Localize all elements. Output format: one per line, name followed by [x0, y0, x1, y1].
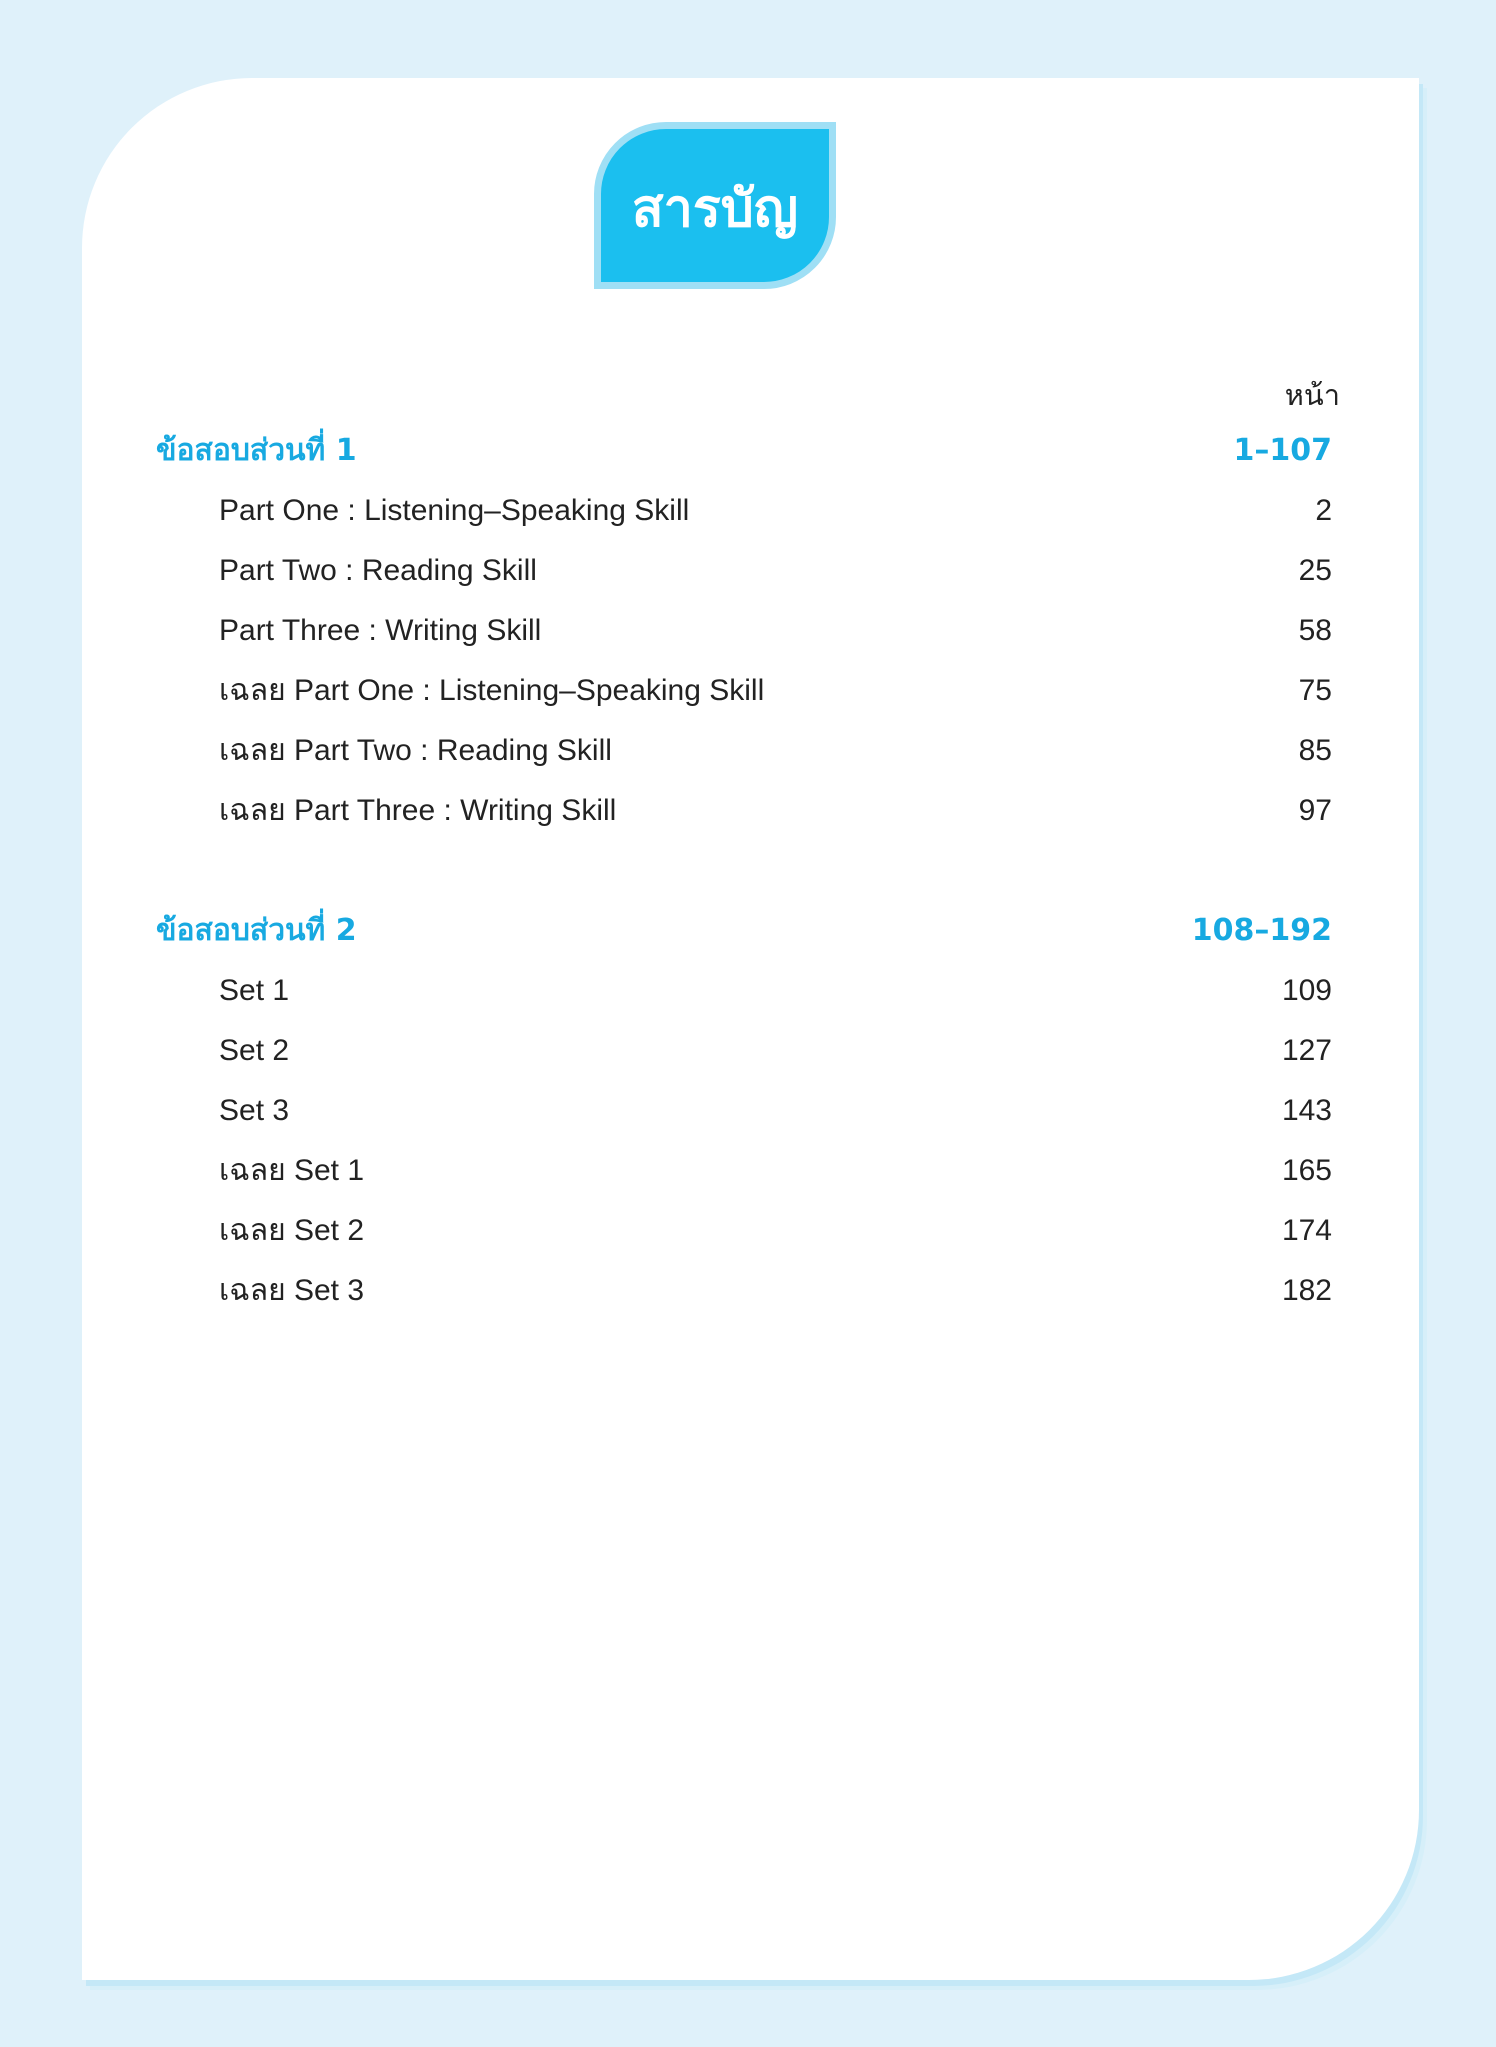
toc-entry[interactable]: [156, 721, 1332, 781]
toc-entry-page: 75: [1298, 674, 1332, 707]
section-page-range: 1–107: [1233, 433, 1332, 468]
toc-entry-label: เฉลย Part Two : Reading Skill: [219, 734, 612, 767]
toc-entry[interactable]: [156, 541, 1332, 601]
toc-entry-page: 109: [1281, 974, 1332, 1007]
toc-entry[interactable]: [156, 1261, 1332, 1321]
toc-section-heading[interactable]: [156, 421, 1332, 481]
toc-entry-page: 165: [1281, 1154, 1332, 1187]
toc-entry-page: 58: [1298, 614, 1332, 647]
toc-entry-page: 174: [1281, 1214, 1332, 1247]
toc-entry-label: เฉลย Part Three : Writing Skill: [219, 794, 617, 827]
toc-entry[interactable]: [156, 961, 1332, 1021]
toc-entry-label: เฉลย Set 2: [219, 1214, 365, 1247]
toc-entry[interactable]: [156, 661, 1332, 721]
section-heading-label: ข้อสอบส่วนที่ 2: [156, 913, 357, 948]
title-tab: [594, 122, 836, 289]
section-page-range: 108–192: [1191, 913, 1332, 948]
toc-entry[interactable]: [156, 1021, 1332, 1081]
toc-entry-page: 143: [1281, 1094, 1332, 1127]
toc-section-heading[interactable]: [156, 901, 1332, 961]
toc-entry[interactable]: [156, 1081, 1332, 1141]
toc-entry-page: 182: [1281, 1274, 1332, 1307]
toc-entry-page: 127: [1281, 1034, 1332, 1067]
toc-entry-label: Part Three : Writing Skill: [219, 614, 542, 647]
toc-entry-page: 2: [1315, 494, 1332, 527]
toc-section-1: [156, 421, 1332, 841]
toc-entry[interactable]: [156, 1201, 1332, 1261]
page-title: สารบัญ: [631, 179, 799, 239]
toc-entry-label: Part One : Listening–Speaking Skill: [219, 494, 690, 527]
section-heading-label: ข้อสอบส่วนที่ 1: [156, 433, 357, 468]
page-column-label: หน้า: [1284, 378, 1340, 412]
toc-entry-label: เฉลย Set 3: [219, 1274, 365, 1307]
toc-entry-page: 25: [1298, 554, 1332, 587]
toc-entry-label: Part Two : Reading Skill: [219, 554, 537, 587]
toc-entry[interactable]: [156, 781, 1332, 841]
toc-entry-label: Set 3: [219, 1094, 290, 1127]
toc-section-2: [156, 901, 1332, 1321]
toc-entry-label: Set 1: [219, 974, 290, 1007]
toc-entry[interactable]: [156, 481, 1332, 541]
toc-entry-label: เฉลย Part One : Listening–Speaking Skill: [219, 674, 765, 707]
toc-entry-label: Set 2: [219, 1034, 290, 1067]
toc-entry-label: เฉลย Set 1: [219, 1154, 365, 1187]
toc-entry-page: 97: [1298, 794, 1332, 827]
toc-entry[interactable]: [156, 1141, 1332, 1201]
toc-entry[interactable]: [156, 601, 1332, 661]
toc-entry-page: 85: [1298, 734, 1332, 767]
